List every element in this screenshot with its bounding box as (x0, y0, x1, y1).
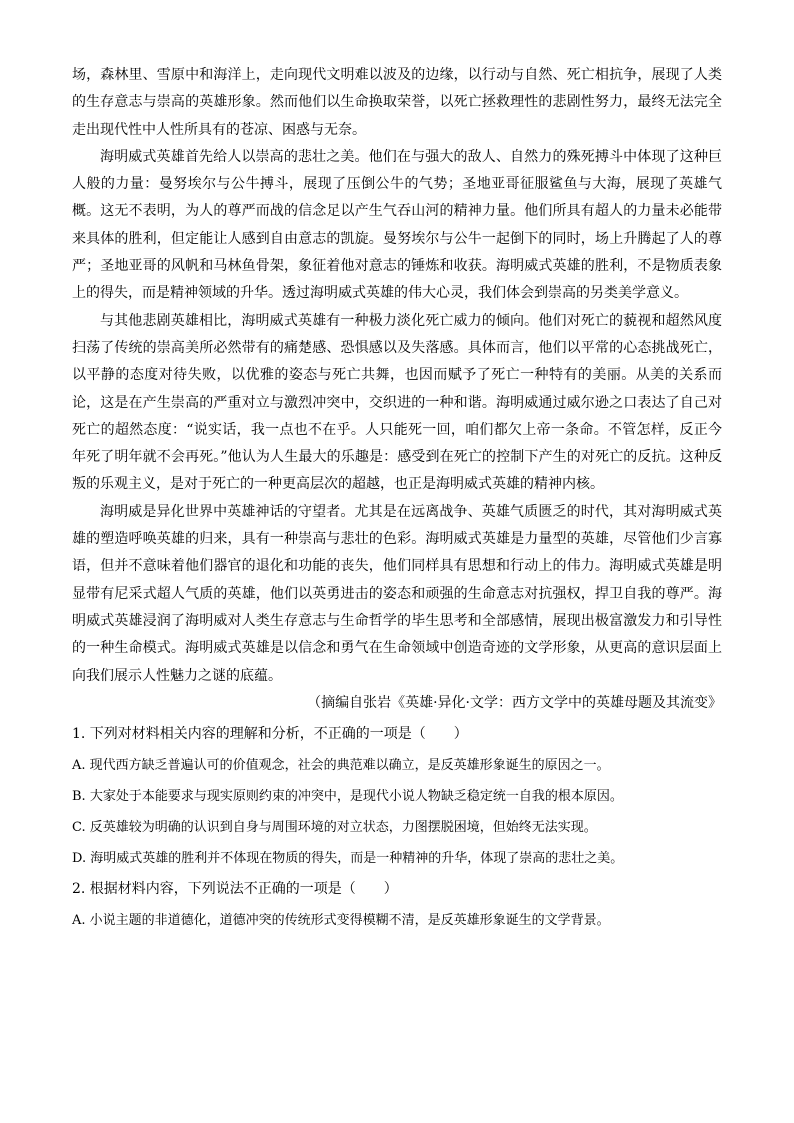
question-1-option-d: D. 海明威式英雄的胜利并不体现在物质的得失，而是一种精神的升华，体现了崇高的悲壮之美。 (72, 851, 624, 867)
question-2-option-a: A. 小说主题的非道德化，道德冲突的传统形式变得模糊不清，是反英雄形象诞生的文学背景。 (72, 913, 610, 929)
reading-passage (72, 62, 722, 936)
question-1-stem: 1. 下列对材料相关内容的理解和分析，不正确的一项是（ ） (72, 726, 468, 743)
question-1-option-a: A. 现代西方缺乏普遍认可的价值观念，社会的典范难以确立，是反英雄形象诞生的原因之一。 (72, 758, 610, 774)
question-1-option-b: B. 大家处于本能要求与现实原则约束的冲突中，是现代小说人物缺乏稳定统一自我的根本原因。 (72, 789, 623, 805)
source-citation: （摘编自张岩《英雄·异化·文学：西方文学中的英雄母题及其流变》 (307, 694, 722, 711)
question-1-option-c: C. 反英雄较为明确的认识到自身与周围环境的对立状态，力图摆脱困境，但始终无法实现。 (72, 820, 597, 836)
passage-paragraph-4: 海明威是异化世界中英雄神话的守望者。尤其是在远离战争、英雄气质匮乏的时代，其对海明威式英雄的塑造呼唤英雄的归来，具有一种崇高与悲壮的色彩。海明威式英雄是力量型的英雄，尽管他们少言寡语，但并不意味着他们器官的退化和功能的丧失，他们同样具有思想和行动上的伟力。海明威式英雄是明显带有尼采式超人气质的英雄，他们以英勇进击的姿态和顽强的生命意志对抗强权，捍卫自我的尊严。海明威式英雄浸润了海明威对人类生存意志与生命哲学的毕生思考和全部感情，展现出极富激发力和引导性的一种生命模式。海明威式英雄是以信念和勇气在生命领域中创造奇迹的文学形象，从更高的意识层面上向我们展示人性魅力之谜的底蕴。 (72, 503, 722, 684)
passage-paragraph-3: 与其他悲剧英雄相比，海明威式英雄有一种极力淡化死亡威力的倾向。他们对死亡的藐视和超然风度扫荡了传统的崇高美所必然带有的痛楚感、恐惧感以及失落感。具体而言，他们以平常的心态挑战死亡，以平静的态度对待失败，以优雅的姿态与死亡共舞，也因而赋予了死亡一种特有的美丽。从美的关系而论，这是在产生崇高的严重对立与激烈冲突中，交织进的一种和谐。海明威通过威尔逊之口表达了自己对死亡的超然态度：“说实话，我一点也不在乎。人只能死一回，咱们都欠上帝一条命。不管怎样，反正今年死了明年就不会再死。”他认为人生最大的乐趣是：感受到在死亡的控制下产生的对死亡的反抗。这种反叛的乐观主义，是对于死亡的一种更高层次的超越，也正是海明威式英雄的精神内核。 (72, 312, 722, 493)
question-2-stem: 2. 根据材料内容，下列说法不正确的一项是（ ） (72, 881, 398, 898)
passage-paragraph-2: 海明威式英雄首先给人以崇高的悲壮之美。他们在与强大的敌人、自然力的殊死搏斗中体现了这种巨人般的力量：曼努埃尔与公牛搏斗，展现了压倒公牛的气势；圣地亚哥征服鲨鱼与大海，展现了英雄气概。这无不表明，为人的尊严而战的信念足以产生气吞山河的精神力量。他们所具有超人的力量未必能带来具体的胜利，但定能让人感到自由意志的凯旋。曼努埃尔与公牛一起倒下的同时，场上升腾起了人的尊严；圣地亚哥的风帆和马林鱼骨架，象征着他对意志的锤炼和收获。海明威式英雄的胜利，不是物质表象上的得失，而是精神领域的升华。透过海明威式英雄的伟大心灵，我们体会到崇高的另类美学意义。 (72, 148, 722, 302)
question-list (72, 719, 722, 936)
passage-paragraph-1: 场，森林里、雪原中和海洋上，走向现代文明难以波及的边缘，以行动与自然、死亡相抗争，展现了人类的生存意志与崇高的英雄形象。然而他们以生命换取荣誉，以死亡拯救理性的悲剧性努力，最终无法完全走出现代性中人性所具有的苍凉、困惑与无奈。 (72, 67, 722, 138)
